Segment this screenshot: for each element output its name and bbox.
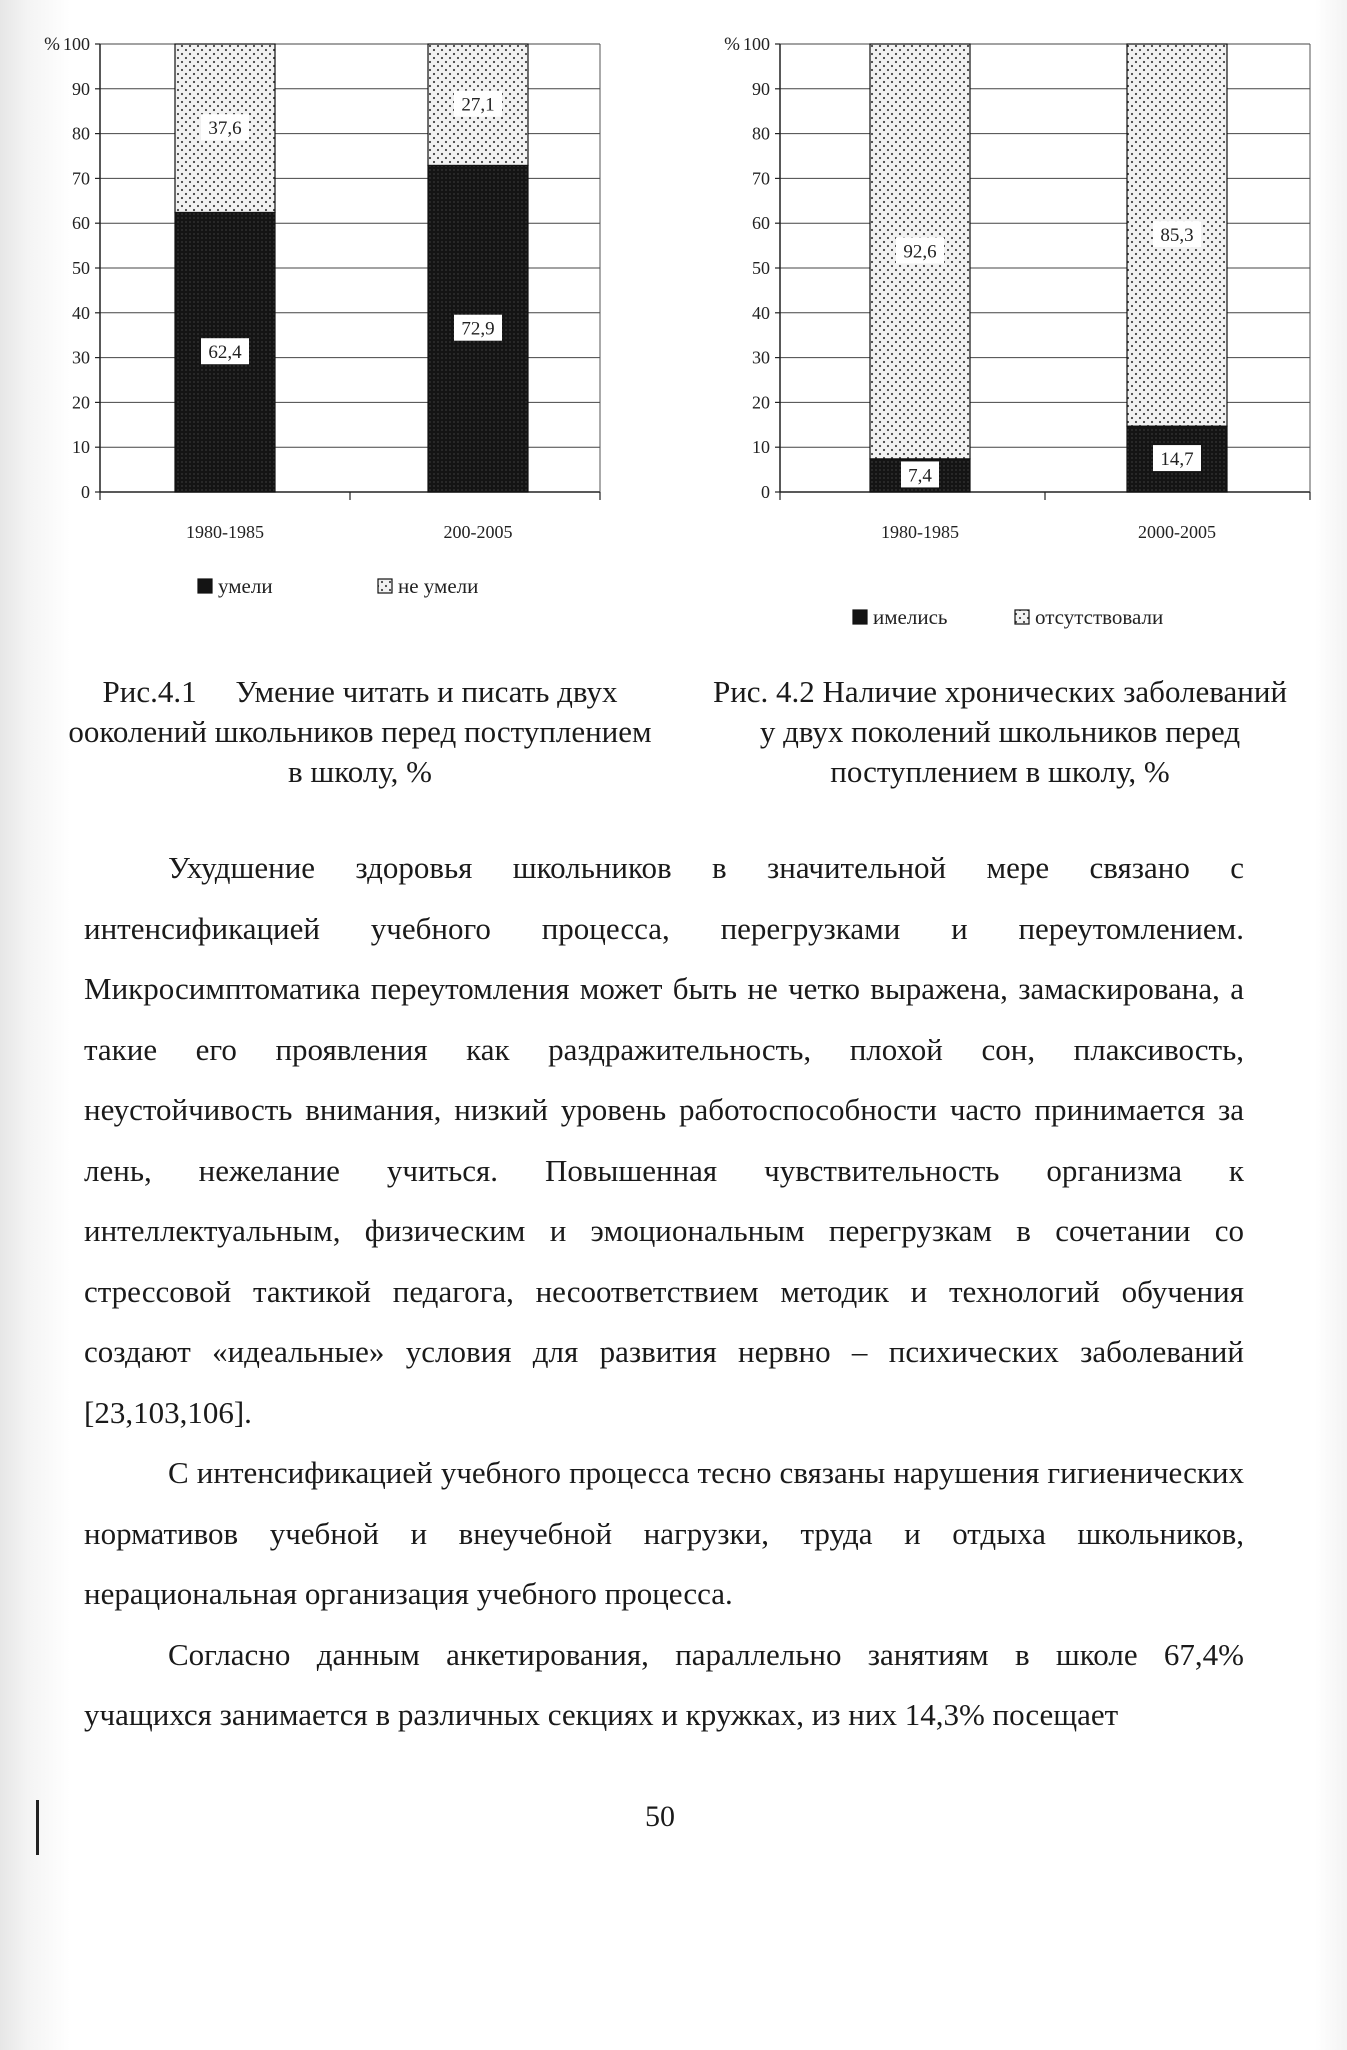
x-tick-label: 200-2005 [443,522,513,542]
caption-line: ооколений школьников перед поступлением [68,714,652,749]
data-label: 62,4 [208,342,242,364]
x-tick-label: 1980-1985 [881,522,959,542]
data-label: 85,3 [1160,225,1194,247]
y-tick-label: 90 [752,78,770,99]
y-tick-label: 10 [72,437,90,458]
y-tick-label: 80 [752,123,770,144]
y-tick-label: 100 [743,34,770,54]
y-tick-label: 50 [72,258,90,278]
chart-chronic-diseases [690,0,1330,640]
y-tick-label: 50 [752,258,770,278]
x-tick-label: 1980-1985 [186,522,264,542]
y-tick-label: 20 [752,392,770,413]
y-tick-label: 40 [752,302,770,323]
page-number: 50 [645,1800,675,1833]
legend-swatch [378,579,392,593]
chart-reading-writing [0,0,640,620]
scan-margin-mark [36,1800,39,1855]
data-label: 72,9 [461,318,495,340]
legend-swatch [853,610,867,624]
y-tick-label: 0 [761,482,770,502]
y-tick-label: 30 [752,347,770,368]
legend-label: не умели [398,574,479,598]
x-tick-label: 2000-2005 [1138,522,1216,542]
y-tick-label: 90 [72,78,90,99]
y-tick-label: 80 [72,123,90,144]
y-tick-label: 40 [72,302,90,323]
y-tick-label: 70 [72,168,90,189]
y-tick-label: 70 [752,168,770,189]
caption-line: Рис. 4.2 Наличие хронических заболеваний [712,674,1288,709]
y-tick-label: 60 [72,213,90,234]
paragraph: С интенсификацией учебного процесса тесно связаны нарушения гигиенических нормативов учебной и внеучебной нагрузки, труда и отдыха школьников, нерациональная организация учебного процесса. [84,1455,1244,1611]
legend-label: имелись [873,605,948,629]
y-axis-unit: % [724,34,740,55]
figure-4-1-caption [40,672,680,792]
paragraph: Ухудшение здоровья школьников в значительной мере связано с интенсификацией учебного процесса, перегрузками и переутомлением. Микросимптоматика переутомления может быть не четко выражена, замаскирована, а такие его проявления как раздражительность, плохой сон, плаксивость, неустойчивость внимания, низкий уровень работоспособности часто принимается за лень, нежелание учиться. Повышенная чувствительность организма к интеллектуальным, физическим и эмоциональным перегрузкам в сочетании со стрессовой тактикой педагога, несоответствием методик и технологий обучения создают «идеальные» условия для развития нервно – психических заболеваний [23,103,106]. [84,850,1244,1430]
data-label: 27,1 [461,94,495,116]
legend-label: умели [218,574,273,598]
y-tick-label: 10 [752,437,770,458]
data-label: 7,4 [908,465,932,487]
caption-line: в школу, % [287,754,433,789]
paragraph: Согласно данным анкетирования, параллельно занятиям в школе 67,4% учащихся занимается в различных секциях и кружках, из них 14,3% посещает [84,1636,1244,1732]
caption-line: Рис.4.1 Умение читать и писать двух [102,674,618,709]
body-text [84,838,1244,1746]
data-label: 37,6 [208,118,242,140]
data-label: 14,7 [1160,449,1194,471]
y-tick-label: 30 [72,347,90,368]
data-label: 92,6 [903,241,937,263]
y-tick-label: 60 [752,213,770,234]
y-tick-label: 20 [72,392,90,413]
y-axis-unit: % [44,34,60,55]
y-tick-label: 0 [81,482,90,502]
legend-swatch [1015,610,1029,624]
y-tick-label: 100 [63,34,90,54]
caption-line: у двух поколений школьников перед [759,714,1241,749]
figure-4-2-caption [680,672,1320,792]
legend-swatch [198,579,212,593]
caption-line: поступлением в школу, % [830,754,1170,789]
legend-label: отсутствовали [1035,605,1164,629]
